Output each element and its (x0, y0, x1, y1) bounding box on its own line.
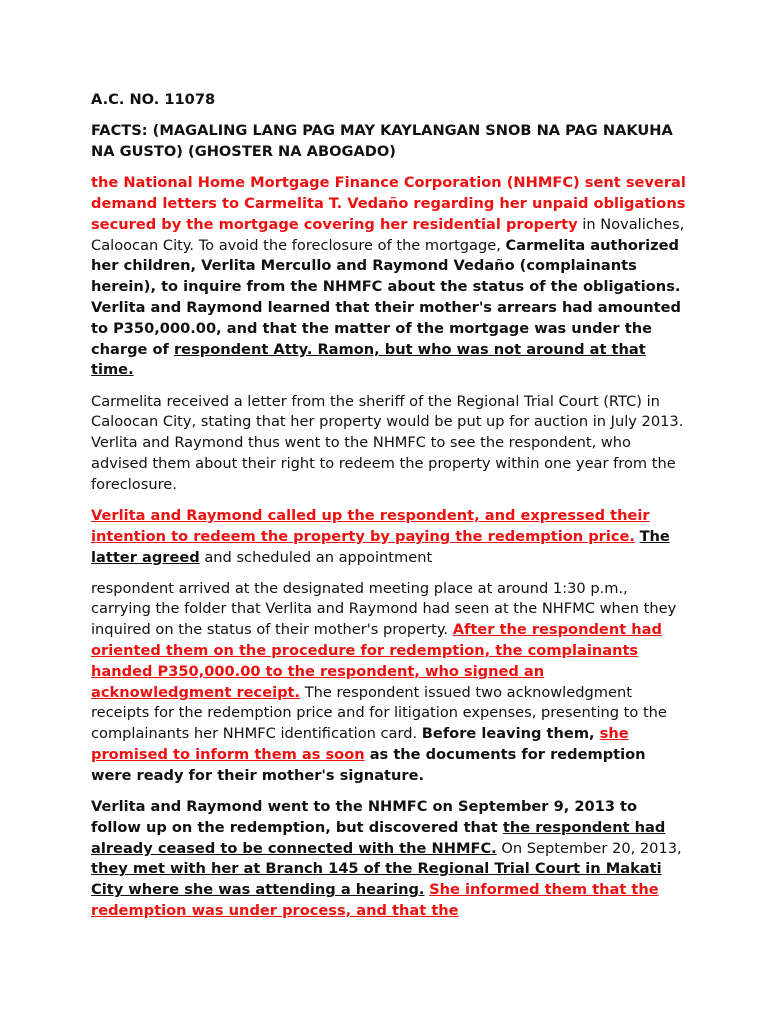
paragraph-2 (91, 392, 689, 496)
p4-meeting: respondent arrived at the designated meeting place at around 1:30 p.m., carrying the folder that Verlita and Raymond had seen at the NHFMC when they inquired on the status of their mother's property. (91, 579, 677, 639)
paragraph-3 (91, 506, 689, 568)
p5-makati-meeting: they met with her at Branch 145 of the Regional Trial Court in Makati City where she was attending a hearing. (91, 860, 662, 899)
facts-heading: FACTS: (MAGALING LANG PAG MAY KAYLANGAN SNOB NA PAG NAKUHA NA GUSTO) (GHOSTER NA ABOGADO) (91, 122, 673, 160)
p4-documents-ready: as the documents for redemption were ready for their mother's signature. (91, 746, 646, 784)
p5-under-process: She informed them that the redemption was under process, and that the (91, 881, 659, 920)
p3-appointment: and scheduled an appointment (199, 548, 433, 566)
p3-redeem-intention: Verlita and Raymond called up the respondent, and expressed their intention to redeem the property by paying the redemption price. (91, 506, 650, 545)
case-number: A.C. NO. 11078 (91, 91, 216, 108)
p1-location: in Novaliches, Caloocan City. To avoid the foreclosure of the mortgage, (91, 215, 685, 254)
p1-authorization: Carmelita authorized her children, Verlita Mercullo and Raymond Vedaño (complainants herein), to inquire from the NHMFC about the status of the obligations. Verlita and Raymond learned that their mother's arrears had amounted to P350,000.00, and that the matter of the mortgage was under the charge of (91, 236, 681, 358)
paragraph-4 (91, 579, 689, 787)
p4-promise: she promised to inform them as soon (91, 725, 629, 764)
paragraph-1 (91, 173, 689, 381)
p5-ceased-connection: the respondent had already ceased to be connected with the NHMFC. (91, 818, 666, 857)
p4-before-leaving: Before leaving them, (421, 725, 600, 743)
p1-nhmfc-demand: the National Home Mortgage Finance Corporation (NHMFC) sent several demand letters to Carmelita T. Vedaño regarding her unpaid obligations secured by the mortgage covering her residential property (91, 174, 686, 233)
p5-follow-up: Verlita and Raymond went to the NHMFC on September 9, 2013 to follow up on the redemption, but discovered that (91, 798, 638, 836)
p4-receipts: The respondent issued two acknowledgment receipts for the redemption price and for litigation expenses, presenting to the complainants her NHMFC identification card. (91, 683, 667, 743)
p4-payment-handed: After the respondent had oriented them on the procedure for redemption, the complainants handed P350,000.00 to the respondent, who signed an acknowledgment receipt. (91, 621, 662, 701)
document-page (91, 90, 689, 932)
p5-date: On September 20, 2013, (496, 839, 682, 857)
p3-latter-agreed: The latter agreed (91, 527, 670, 566)
p2-sheriff-letter: Carmelita received a letter from the sheriff of the Regional Trial Court (RTC) in Caloocan City, stating that her property would be put up for auction in July 2013. Verlita and Raymond thus went to the NHMFC to see the respondent, who advised them about their right to redeem the property within one year from the foreclosure. (91, 392, 684, 493)
paragraph-5 (91, 797, 689, 922)
p1-respondent-absent: respondent Atty. Ramon, but who was not around at that time. (91, 340, 646, 379)
